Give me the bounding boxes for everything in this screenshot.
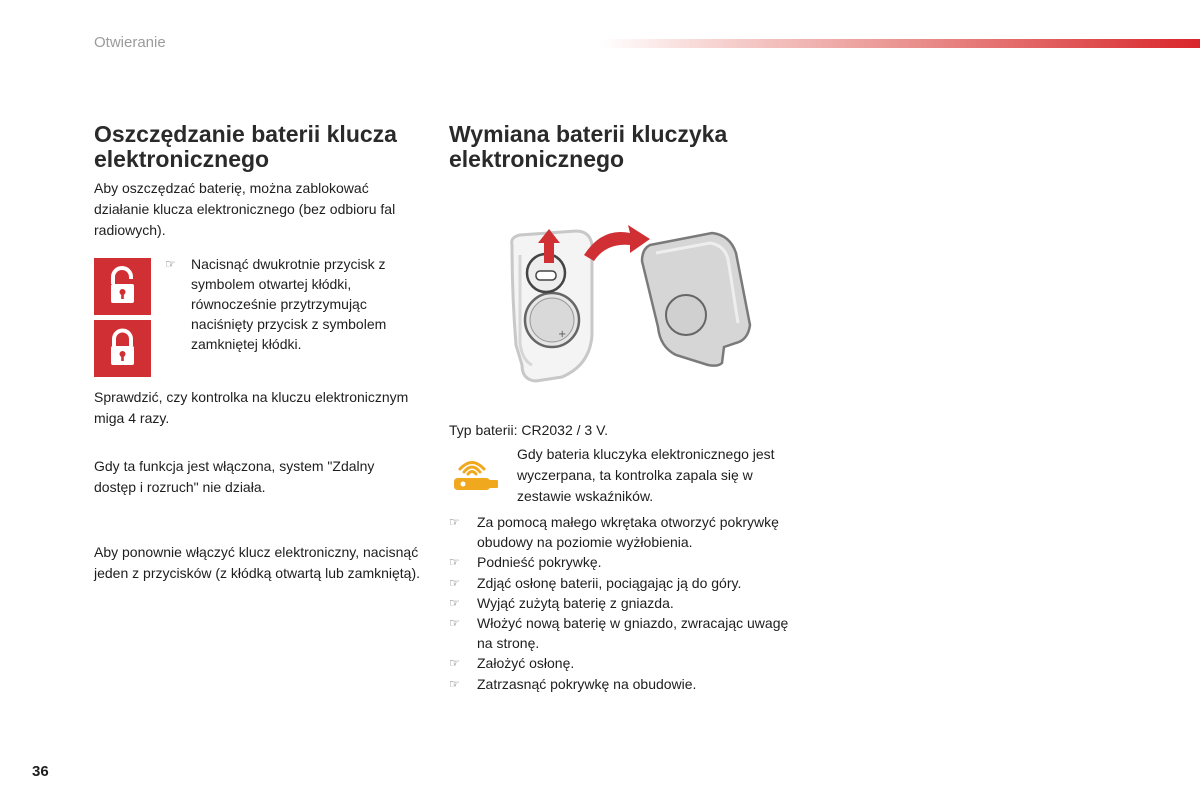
check-paragraph: Sprawdzić, czy kontrolka na kluczu elektronicznym miga 4 razy. <box>94 389 409 426</box>
intro-paragraph: Aby oszczędzać baterię, można zablokować działanie klucza elektronicznego (bez odbioru fal radiowych). <box>94 180 396 238</box>
locked-padlock-icon <box>94 320 151 377</box>
replacement-steps <box>449 512 789 694</box>
list-item: ☞ Podnieść pokrywkę. <box>449 552 789 572</box>
bullet-hand-icon: ☞ <box>449 575 460 590</box>
heading-battery-saving: Oszczędzanie baterii klucza elektronicznego <box>94 121 397 172</box>
function-note-paragraph: Gdy ta funkcja jest włączona, system "Zdalny dostęp i rozruch" nie działa. <box>94 458 375 495</box>
curved-arrow <box>584 225 650 261</box>
bullet-hand-icon: ☞ <box>449 515 460 529</box>
bullet-hand-icon: ☞ <box>449 616 460 631</box>
list-item: ☞ Wyjąć zużytą baterię z gniazda. <box>449 593 789 613</box>
warning-paragraph: Gdy bateria kluczyka elektronicznego jest wyczerpana, ta kontrolka zapala się w zestawie wskaźników. <box>517 446 775 504</box>
bullet-hand-icon: ☞ <box>449 555 460 570</box>
list-item: ☞ Założyć osłonę. <box>449 653 789 673</box>
list-item: ☞ Zdjąć osłonę baterii, pociągając ją do góry. <box>449 573 789 593</box>
list-item: ☞ Zatrzasnąć pokrywkę na obudowie. <box>449 674 789 694</box>
instruction-text: Nacisnąć dwukrotnie przycisk z symbolem otwartej kłódki, równocześnie przytrzymując naciśnięty przycisk z symbolem zamkniętej kłódki. <box>191 256 387 352</box>
battery-type: Typ baterii: CR2032 / 3 V. <box>449 422 609 438</box>
bullet-hand-icon: ☞ <box>449 656 460 671</box>
unlocked-padlock-icon <box>94 258 151 315</box>
list-item: ☞ Za pomocą małego wkrętaka otworzyć pokrywkę obudowy na poziomie wyżłobienia. <box>449 514 779 551</box>
bullet-hand-icon: ☞ <box>165 257 176 271</box>
heading-battery-replacement: Wymiana baterii kluczyka elektronicznego <box>449 121 728 172</box>
key-battery-illustration <box>492 215 762 390</box>
page-number: 36 <box>32 763 49 780</box>
bullet-hand-icon: ☞ <box>449 595 460 610</box>
reenable-paragraph: Aby ponownie włączyć klucz elektroniczny, nacisnąć jeden z przycisków (z kłódką otwartą lub zamkniętą). <box>94 544 421 581</box>
svg-text:+: + <box>558 329 567 340</box>
section-label: Otwieranie <box>94 34 166 51</box>
key-battery-warning-icon <box>452 458 500 497</box>
header-accent-bar <box>600 39 1200 48</box>
bullet-hand-icon: ☞ <box>449 676 460 691</box>
list-item: ☞ Włożyć nową baterię w gniazdo, zwracając uwagę na stronę. <box>449 615 789 652</box>
